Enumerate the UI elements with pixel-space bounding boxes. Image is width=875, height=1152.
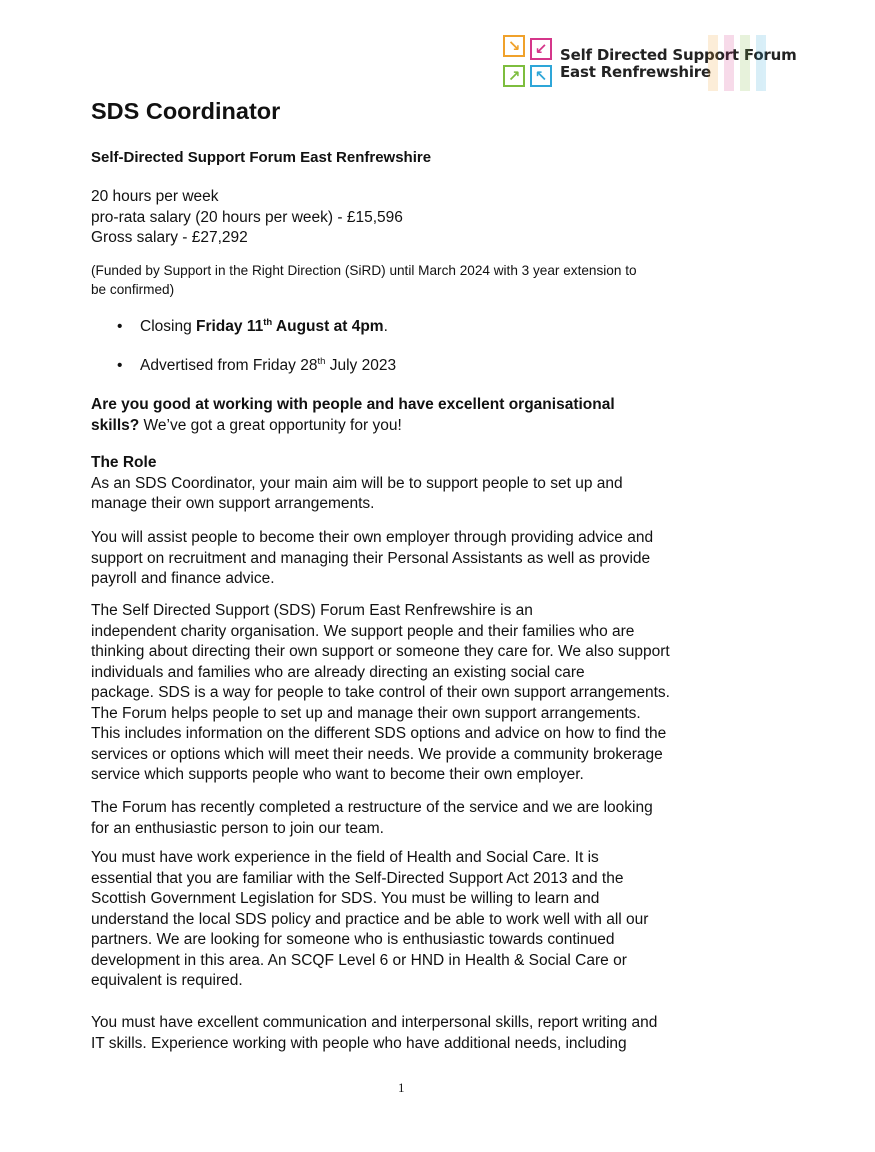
paragraph-line: payroll and finance advice. bbox=[91, 570, 275, 587]
question-line-2: skills? bbox=[91, 416, 140, 434]
paragraph-line: This includes information on the different SDS options and advice on how to find the bbox=[91, 725, 667, 742]
role-line: As an SDS Coordinator, your main aim will be to support people to set up and bbox=[91, 474, 623, 492]
bullet-icon: • bbox=[117, 357, 123, 374]
paragraph-line: essential that you are familiar with the Self-Directed Support Act 2013 and the bbox=[91, 869, 624, 887]
paragraph-line: understand the local SDS policy and practice and be able to work well with all our bbox=[91, 910, 649, 928]
paragraph-line: support on recruitment and managing their Personal Assistants as well as provide bbox=[91, 549, 651, 567]
logo-mark bbox=[503, 35, 555, 91]
advertised-suffix: July 2023 bbox=[325, 357, 397, 374]
logo-line-2: East Renfrewshire bbox=[560, 63, 711, 81]
paragraph-line: You will assist people to become their own employer through providing advice and bbox=[91, 529, 654, 546]
paragraph-line: independent charity organisation. We support people and their families who are bbox=[91, 622, 635, 640]
paragraph-line: equivalent is required. bbox=[91, 972, 243, 989]
paragraph-line: You must have excellent communication and interpersonal skills, report writing and bbox=[91, 1014, 658, 1031]
paragraph-line: service which supports people who want to become their own employer. bbox=[91, 766, 584, 783]
paragraph-line: Scottish Government Legislation for SDS. You must be willing to learn and bbox=[91, 890, 600, 907]
closing-day: Friday 11 bbox=[196, 318, 264, 335]
pro-rata-salary-line: pro-rata salary (20 hours per week) - £15,596 bbox=[91, 208, 403, 226]
role-heading: The Role bbox=[91, 454, 157, 471]
paragraph-employer bbox=[91, 528, 731, 590]
logo-line-1: Self Directed Support Forum bbox=[560, 46, 797, 64]
paragraph-line: partners. We are looking for someone who is enthusiastic towards continued bbox=[91, 931, 615, 948]
logo-arrow-blue-icon: ↖ bbox=[530, 65, 552, 87]
funding-line: (Funded by Support in the Right Direction (SiRD) until March 2024 with 3 year extension to bbox=[91, 263, 637, 278]
advertised-prefix: Advertised from Friday 28 bbox=[140, 357, 318, 374]
hours-line: 20 hours per week bbox=[91, 188, 219, 205]
closing-sup: th bbox=[263, 317, 273, 329]
paragraph-line: for an enthusiastic person to join our team. bbox=[91, 819, 384, 837]
funding-line: be confirmed) bbox=[91, 281, 175, 297]
gross-salary-line: Gross salary - £27,292 bbox=[91, 229, 248, 246]
page-title: SDS Coordinator bbox=[91, 98, 281, 124]
logo-arrow-pink-icon: ↙ bbox=[530, 38, 552, 60]
hours-salary-block bbox=[91, 187, 731, 249]
paragraph-line: package. SDS is a way for people to take control of their own support arrangements. bbox=[91, 684, 670, 701]
bullet-icon: • bbox=[117, 318, 123, 335]
paragraph-about-forum bbox=[91, 601, 731, 786]
logo-arrow-orange-icon: ↘ bbox=[503, 35, 525, 57]
forum-logo bbox=[503, 35, 797, 95]
paragraph-restructure bbox=[91, 798, 731, 839]
question-rest: We’ve got a great opportunity for you! bbox=[139, 416, 402, 434]
closing-text bbox=[140, 317, 388, 337]
logo-watermark bbox=[708, 35, 773, 95]
paragraph-requirements bbox=[91, 848, 731, 992]
paragraph-line: development in this area. An SCQF Level 6 or HND in Health & Social Care or bbox=[91, 951, 627, 969]
paragraph-line: The Forum has recently completed a restructure of the service and we are looking bbox=[91, 799, 653, 816]
funding-note bbox=[91, 262, 731, 299]
role-line: manage their own support arrangements. bbox=[91, 495, 375, 512]
paragraph-line: The Forum helps people to set up and manage their own support arrangements. bbox=[91, 704, 641, 722]
advertised-text bbox=[140, 356, 396, 376]
question-line-1: Are you good at working with people and have excellent organisational bbox=[91, 396, 615, 413]
intro-question bbox=[91, 395, 731, 436]
closing-time: August at 4pm bbox=[272, 318, 384, 335]
paragraph-line: thinking about directing their own support or someone they care for. We also support bbox=[91, 643, 670, 660]
paragraph-line: IT skills. Experience working with people who have additional needs, including bbox=[91, 1034, 627, 1052]
paragraph-line: You must have work experience in the field of Health and Social Care. It is bbox=[91, 849, 599, 866]
logo-arrow-green-icon: ↗ bbox=[503, 65, 525, 87]
paragraph-skills bbox=[91, 1013, 731, 1054]
organisation-name: Self-Directed Support Forum East Renfrewshire bbox=[91, 149, 432, 166]
paragraph-line: The Self Directed Support (SDS) Forum East Renfrewshire is an bbox=[91, 602, 533, 619]
paragraph-line: individuals and families who are already directing an existing social care bbox=[91, 663, 585, 681]
page-number: 1 bbox=[398, 1080, 405, 1095]
closing-prefix: Closing bbox=[140, 318, 196, 335]
role-section bbox=[91, 453, 731, 515]
paragraph-line: services or options which will meet their needs. We provide a community brokerage bbox=[91, 745, 663, 763]
advertised-sup: th bbox=[317, 356, 326, 368]
closing-suffix: . bbox=[383, 318, 388, 335]
